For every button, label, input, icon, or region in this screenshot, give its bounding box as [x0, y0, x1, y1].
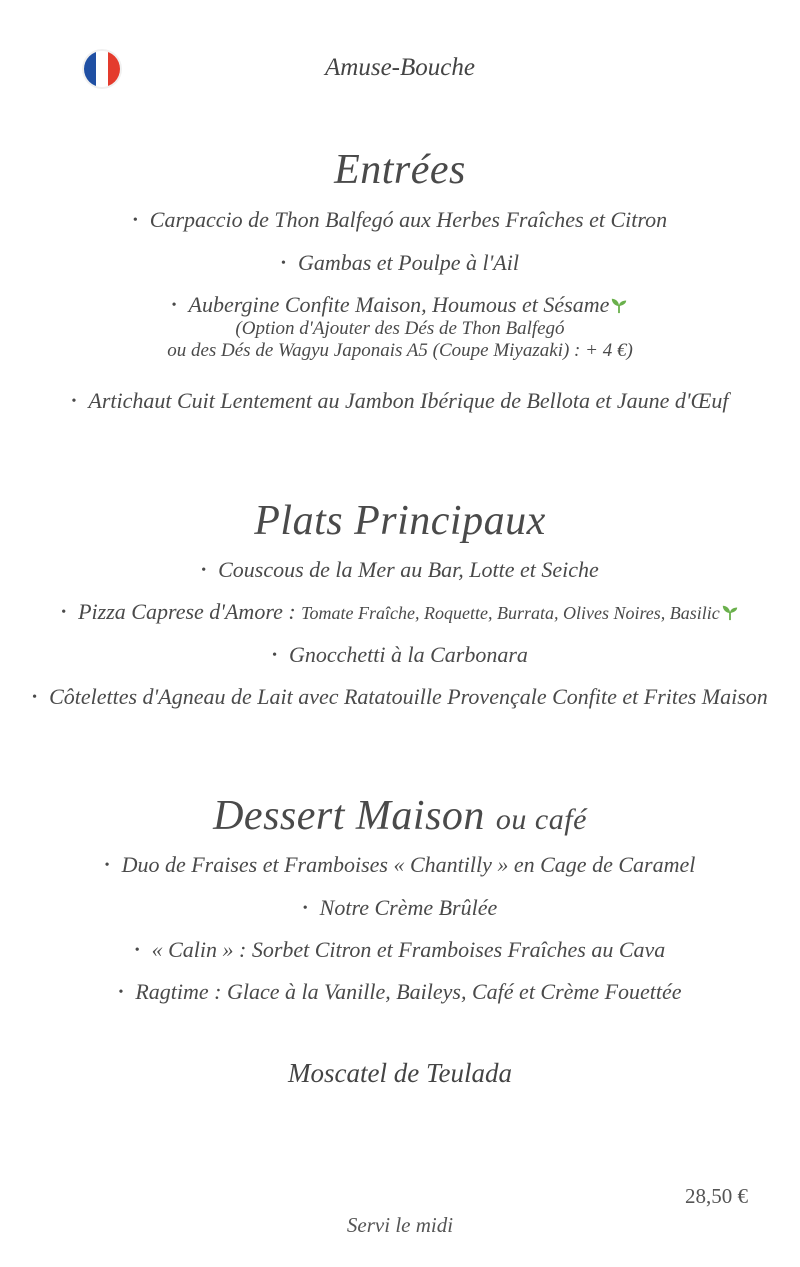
- menu-item: [0, 684, 800, 710]
- bullet: •: [132, 213, 138, 228]
- bullet: •: [118, 985, 124, 1000]
- item-detail: Tomate Fraîche, Roquette, Burrata, Olives Noires, Basilic: [301, 603, 720, 623]
- item-note-line2: ou des Dés de Wagyu Japonais A5 (Coupe Miyazaki) : + 4 €): [167, 340, 633, 361]
- menu-item: [0, 557, 800, 583]
- bullet: •: [71, 394, 77, 409]
- bullet: •: [32, 690, 38, 705]
- bullet: •: [171, 298, 177, 313]
- bullet: •: [272, 648, 277, 663]
- bullet: •: [281, 256, 286, 271]
- bullet: •: [61, 605, 67, 620]
- menu-item: [0, 979, 800, 1005]
- menu-item: [0, 388, 800, 414]
- sprout-icon: [610, 296, 628, 314]
- bullet: •: [104, 858, 110, 873]
- menu-item: [0, 207, 800, 233]
- menu-item: [0, 292, 800, 362]
- item-label: Aubergine Confite Maison, Houmous et Sésame: [188, 292, 610, 317]
- item-label: Couscous de la Mer au Bar, Lotte et Seiche: [218, 557, 599, 582]
- bullet: •: [134, 943, 140, 958]
- item-label: Carpaccio de Thon Balfegó aux Herbes Fraîches et Citron: [149, 207, 668, 232]
- amuse-bouche-heading: Amuse-Bouche: [325, 54, 475, 81]
- bullet: •: [201, 563, 207, 578]
- item-label: Notre Crème Brûlée: [319, 895, 498, 920]
- served-note: Servi le midi: [346, 1213, 454, 1237]
- item-label: Gnocchetti à la Carbonara: [288, 642, 528, 667]
- item-label: Ragtime : Glace à la Vanille, Baileys, Café et Crème Fouettée: [135, 979, 682, 1004]
- item-note-line1: (Option d'Ajouter des Dés de Thon Balfegó: [235, 318, 565, 339]
- section-title-plats: Plats Principaux: [254, 498, 546, 544]
- menu-item: [0, 895, 800, 921]
- menu-item: [0, 250, 800, 276]
- item-label: Gambas et Poulpe à l'Ail: [297, 250, 519, 275]
- menu-item: [0, 642, 800, 668]
- wine-pairing: Moscatel de Teulada: [288, 1058, 512, 1088]
- item-label: Pizza Caprese d'Amore :: [78, 599, 302, 624]
- item-label: Duo de Fraises et Framboises « Chantilly » en Cage de Caramel: [121, 852, 696, 877]
- item-label: Côtelettes d'Agneau de Lait avec Ratatouille Provençale Confite et Frites Maison: [49, 684, 768, 709]
- item-label: « Calin » : Sorbet Citron et Framboises Fraîches au Cava: [151, 937, 666, 962]
- item-label: Artichaut Cuit Lentement au Jambon Ibérique de Bellota et Jaune d'Œuf: [88, 388, 729, 413]
- section-title-entrees: Entrées: [334, 147, 466, 193]
- section-title-main: Dessert Maison: [213, 793, 485, 839]
- menu-item: [0, 937, 800, 963]
- bullet: •: [302, 901, 308, 916]
- menu-item: [0, 852, 800, 878]
- section-title-desserts: [0, 792, 800, 840]
- menu-item: [0, 599, 800, 625]
- sprout-icon: [721, 603, 739, 621]
- menu-price: 28,50 €: [685, 1184, 748, 1208]
- section-title-suffix: ou café: [495, 803, 587, 836]
